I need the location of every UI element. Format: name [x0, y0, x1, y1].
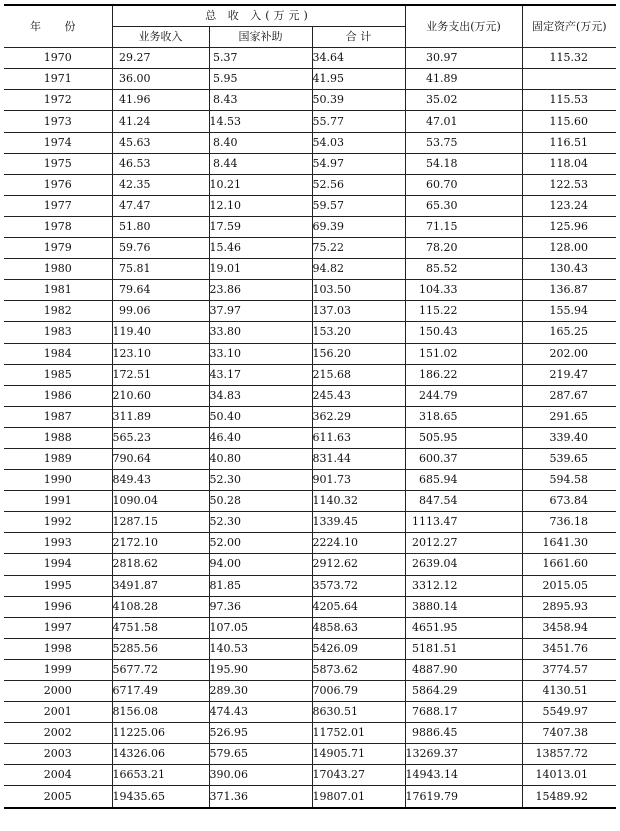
business-expense-cell: 17619.79: [405, 786, 522, 808]
table-row: [4, 491, 616, 512]
business-income-cell: 790.64: [112, 448, 209, 469]
fixed-assets-cell: 116.51: [522, 132, 616, 153]
table-row: [4, 596, 616, 617]
fixed-assets-cell: 1641.30: [522, 533, 616, 554]
business-income-cell: 3491.87: [112, 575, 209, 596]
sum-cell: 41.95: [312, 69, 405, 90]
fixed-assets-cell: 539.65: [522, 448, 616, 469]
business-income-cell: 16653.21: [112, 765, 209, 786]
business-income-cell: 5677.72: [112, 659, 209, 680]
total-income-header: 总 收 入(万元): [112, 5, 405, 27]
sum-cell: 5426.09: [312, 638, 405, 659]
year-cell: 1989: [4, 448, 112, 469]
state-subsidy-cell: 289.30: [209, 681, 312, 702]
state-subsidy-cell: 97.36: [209, 596, 312, 617]
fixed-assets-cell: 202.00: [522, 343, 616, 364]
business-income-cell: 14326.06: [112, 744, 209, 765]
fixed-assets-cell: 736.18: [522, 512, 616, 533]
business-expense-cell: 2012.27: [405, 533, 522, 554]
business-expense-cell: 685.94: [405, 470, 522, 491]
business-expense-cell: 7688.17: [405, 702, 522, 723]
table-row: [4, 280, 616, 301]
state-subsidy-cell: 14.53: [209, 111, 312, 132]
state-subsidy-header: 国家补助: [209, 27, 312, 48]
fixed-assets-cell: 136.87: [522, 280, 616, 301]
sum-cell: 7006.79: [312, 681, 405, 702]
table-row: [4, 174, 616, 195]
state-subsidy-cell: 579.65: [209, 744, 312, 765]
business-expense-cell: 14943.14: [405, 765, 522, 786]
state-subsidy-cell: 5.37: [209, 48, 312, 69]
table-row: [4, 406, 616, 427]
sum-cell: 94.82: [312, 259, 405, 280]
business-expense-cell: 505.95: [405, 427, 522, 448]
state-subsidy-cell: 10.21: [209, 174, 312, 195]
year-header: 年 份: [4, 5, 112, 48]
sum-cell: 14905.71: [312, 744, 405, 765]
business-income-cell: 11225.06: [112, 723, 209, 744]
year-cell: 1974: [4, 132, 112, 153]
year-cell: 1998: [4, 638, 112, 659]
business-income-cell: 311.89: [112, 406, 209, 427]
table-row: [4, 111, 616, 132]
business-income-cell: 2818.62: [112, 554, 209, 575]
year-cell: 1981: [4, 280, 112, 301]
sum-cell: 55.77: [312, 111, 405, 132]
sum-cell: 17043.27: [312, 765, 405, 786]
sum-cell: 137.03: [312, 301, 405, 322]
sum-cell: 19807.01: [312, 786, 405, 808]
sum-cell: 11752.01: [312, 723, 405, 744]
fixed-assets-cell: 2895.93: [522, 596, 616, 617]
fixed-assets-cell: 155.94: [522, 301, 616, 322]
sum-cell: 901.73: [312, 470, 405, 491]
fixed-assets-cell: 3458.94: [522, 617, 616, 638]
fixed-assets-cell: 339.40: [522, 427, 616, 448]
business-expense-cell: 104.33: [405, 280, 522, 301]
business-income-cell: 2172.10: [112, 533, 209, 554]
year-cell: 1985: [4, 364, 112, 385]
state-subsidy-cell: 17.59: [209, 216, 312, 237]
state-subsidy-cell: 33.10: [209, 343, 312, 364]
sum-cell: 3573.72: [312, 575, 405, 596]
business-expense-cell: 186.22: [405, 364, 522, 385]
business-income-cell: 79.64: [112, 280, 209, 301]
business-expense-cell: 54.18: [405, 153, 522, 174]
sum-cell: 153.20: [312, 322, 405, 343]
table-row: [4, 533, 616, 554]
sum-cell: 1140.32: [312, 491, 405, 512]
year-cell: 1973: [4, 111, 112, 132]
year-cell: 1991: [4, 491, 112, 512]
business-expense-cell: 60.70: [405, 174, 522, 195]
business-income-cell: 172.51: [112, 364, 209, 385]
business-income-cell: 99.06: [112, 301, 209, 322]
table-row: [4, 681, 616, 702]
sum-cell: 245.43: [312, 385, 405, 406]
table-row: [4, 617, 616, 638]
business-expense-cell: 3312.12: [405, 575, 522, 596]
sum-cell: 1339.45: [312, 512, 405, 533]
fixed-assets-cell: 219.47: [522, 364, 616, 385]
fixed-assets-cell: 673.84: [522, 491, 616, 512]
business-income-cell: 51.80: [112, 216, 209, 237]
state-subsidy-cell: 19.01: [209, 259, 312, 280]
fixed-assets-cell: 130.43: [522, 259, 616, 280]
business-expense-cell: 13269.37: [405, 744, 522, 765]
year-cell: 1971: [4, 69, 112, 90]
sum-cell: 52.56: [312, 174, 405, 195]
sum-cell: 215.68: [312, 364, 405, 385]
year-cell: 1988: [4, 427, 112, 448]
state-subsidy-cell: 81.85: [209, 575, 312, 596]
fixed-assets-header: 固定资产(万元): [522, 5, 616, 48]
business-expense-cell: 4651.95: [405, 617, 522, 638]
header-row-top: [4, 5, 616, 27]
year-cell: 1980: [4, 259, 112, 280]
business-expense-cell: 318.65: [405, 406, 522, 427]
business-expense-cell: 5181.51: [405, 638, 522, 659]
table-row: [4, 322, 616, 343]
table-row: [4, 702, 616, 723]
business-income-cell: 119.40: [112, 322, 209, 343]
sum-cell: 69.39: [312, 216, 405, 237]
business-expense-cell: 9886.45: [405, 723, 522, 744]
year-cell: 1990: [4, 470, 112, 491]
sum-cell: 34.64: [312, 48, 405, 69]
state-subsidy-cell: 526.95: [209, 723, 312, 744]
table-row: [4, 343, 616, 364]
year-cell: 2005: [4, 786, 112, 808]
sum-cell: 54.97: [312, 153, 405, 174]
state-subsidy-cell: 37.97: [209, 301, 312, 322]
business-expense-cell: 47.01: [405, 111, 522, 132]
fixed-assets-cell: 5549.97: [522, 702, 616, 723]
table-row: [4, 301, 616, 322]
business-expense-cell: 2639.04: [405, 554, 522, 575]
fixed-assets-cell: 15489.92: [522, 786, 616, 808]
year-cell: 1982: [4, 301, 112, 322]
business-income-cell: 123.10: [112, 343, 209, 364]
business-income-cell: 59.76: [112, 238, 209, 259]
year-cell: 2003: [4, 744, 112, 765]
year-cell: 2000: [4, 681, 112, 702]
year-cell: 1977: [4, 195, 112, 216]
fixed-assets-cell: 115.60: [522, 111, 616, 132]
fixed-assets-cell: 291.65: [522, 406, 616, 427]
year-cell: 1972: [4, 90, 112, 111]
business-income-cell: 8156.08: [112, 702, 209, 723]
year-cell: 1983: [4, 322, 112, 343]
year-cell: 1996: [4, 596, 112, 617]
business-expense-cell: 41.89: [405, 69, 522, 90]
sum-cell: 103.50: [312, 280, 405, 301]
table-row: [4, 216, 616, 237]
business-income-cell: 1090.04: [112, 491, 209, 512]
business-income-cell: 42.35: [112, 174, 209, 195]
year-cell: 2002: [4, 723, 112, 744]
year-cell: 1987: [4, 406, 112, 427]
sum-cell: 8630.51: [312, 702, 405, 723]
sum-cell: 831.44: [312, 448, 405, 469]
business-expense-cell: 78.20: [405, 238, 522, 259]
state-subsidy-cell: 52.00: [209, 533, 312, 554]
business-income-cell: 4108.28: [112, 596, 209, 617]
business-income-cell: 4751.58: [112, 617, 209, 638]
business-expense-cell: 53.75: [405, 132, 522, 153]
table-row: [4, 132, 616, 153]
business-income-cell: 75.81: [112, 259, 209, 280]
state-subsidy-cell: 8.43: [209, 90, 312, 111]
year-cell: 1995: [4, 575, 112, 596]
fixed-assets-cell: 123.24: [522, 195, 616, 216]
sum-cell: 5873.62: [312, 659, 405, 680]
year-cell: 1997: [4, 617, 112, 638]
fixed-assets-cell: 118.04: [522, 153, 616, 174]
sum-cell: 50.39: [312, 90, 405, 111]
sum-cell: 611.63: [312, 427, 405, 448]
table-row: [4, 638, 616, 659]
fixed-assets-cell: 287.67: [522, 385, 616, 406]
state-subsidy-cell: 107.05: [209, 617, 312, 638]
year-cell: 1986: [4, 385, 112, 406]
business-income-cell: 45.63: [112, 132, 209, 153]
fixed-assets-cell: 128.00: [522, 238, 616, 259]
table-row: [4, 69, 616, 90]
state-subsidy-cell: 12.10: [209, 195, 312, 216]
business-income-cell: 5285.56: [112, 638, 209, 659]
business-income-cell: 6717.49: [112, 681, 209, 702]
fixed-assets-cell: 1661.60: [522, 554, 616, 575]
table-row: [4, 195, 616, 216]
state-subsidy-cell: 8.44: [209, 153, 312, 174]
fixed-assets-cell: [522, 69, 616, 90]
business-income-cell: 565.23: [112, 427, 209, 448]
table-row: [4, 575, 616, 596]
year-cell: 1994: [4, 554, 112, 575]
state-subsidy-cell: 371.36: [209, 786, 312, 808]
state-subsidy-cell: 43.17: [209, 364, 312, 385]
year-cell: 1979: [4, 238, 112, 259]
business-income-cell: 210.60: [112, 385, 209, 406]
state-subsidy-cell: 52.30: [209, 512, 312, 533]
year-cell: 1978: [4, 216, 112, 237]
business-expense-cell: 1113.47: [405, 512, 522, 533]
fixed-assets-cell: 122.53: [522, 174, 616, 195]
fixed-assets-cell: 3774.57: [522, 659, 616, 680]
fixed-assets-cell: 165.25: [522, 322, 616, 343]
state-subsidy-cell: 50.40: [209, 406, 312, 427]
business-income-cell: 41.24: [112, 111, 209, 132]
state-subsidy-cell: 52.30: [209, 470, 312, 491]
business-expense-cell: 115.22: [405, 301, 522, 322]
fixed-assets-cell: 3451.76: [522, 638, 616, 659]
year-cell: 2001: [4, 702, 112, 723]
table-body: [4, 48, 616, 808]
business-expense-cell: 65.30: [405, 195, 522, 216]
table-row: [4, 364, 616, 385]
year-cell: 1970: [4, 48, 112, 69]
state-subsidy-cell: 390.06: [209, 765, 312, 786]
table-row: [4, 385, 616, 406]
business-expense-cell: 150.43: [405, 322, 522, 343]
fixed-assets-cell: 594.58: [522, 470, 616, 491]
business-expense-cell: 4887.90: [405, 659, 522, 680]
data-table-container: [4, 4, 616, 809]
state-subsidy-cell: 195.90: [209, 659, 312, 680]
sum-cell: 54.03: [312, 132, 405, 153]
business-income-cell: 29.27: [112, 48, 209, 69]
business-income-cell: 849.43: [112, 470, 209, 491]
business-expense-cell: 3880.14: [405, 596, 522, 617]
business-income-cell: 41.96: [112, 90, 209, 111]
table-row: [4, 786, 616, 808]
table-row: [4, 48, 616, 69]
sum-cell: 2912.62: [312, 554, 405, 575]
business-expense-cell: 244.79: [405, 385, 522, 406]
table-row: [4, 659, 616, 680]
fixed-assets-cell: 115.32: [522, 48, 616, 69]
state-subsidy-cell: 40.80: [209, 448, 312, 469]
table-row: [4, 723, 616, 744]
fixed-assets-cell: 7407.38: [522, 723, 616, 744]
year-cell: 1993: [4, 533, 112, 554]
business-income-header: 业务收入: [112, 27, 209, 48]
table-row: [4, 238, 616, 259]
business-income-cell: 19435.65: [112, 786, 209, 808]
table-row: [4, 470, 616, 491]
state-subsidy-cell: 23.86: [209, 280, 312, 301]
business-expense-cell: 151.02: [405, 343, 522, 364]
state-subsidy-cell: 5.95: [209, 69, 312, 90]
sum-cell: 362.29: [312, 406, 405, 427]
state-subsidy-cell: 34.83: [209, 385, 312, 406]
table-row: [4, 448, 616, 469]
fixed-assets-cell: 14013.01: [522, 765, 616, 786]
business-expense-cell: 600.37: [405, 448, 522, 469]
year-cell: 1984: [4, 343, 112, 364]
business-income-cell: 46.53: [112, 153, 209, 174]
year-cell: 1992: [4, 512, 112, 533]
state-subsidy-cell: 140.53: [209, 638, 312, 659]
business-expense-cell: 847.54: [405, 491, 522, 512]
sum-cell: 2224.10: [312, 533, 405, 554]
table-row: [4, 512, 616, 533]
fixed-assets-cell: 2015.05: [522, 575, 616, 596]
business-income-cell: 36.00: [112, 69, 209, 90]
table-row: [4, 554, 616, 575]
business-expense-cell: 71.15: [405, 216, 522, 237]
fixed-assets-cell: 4130.51: [522, 681, 616, 702]
table-row: [4, 259, 616, 280]
business-expense-cell: 35.02: [405, 90, 522, 111]
table-row: [4, 744, 616, 765]
year-cell: 1975: [4, 153, 112, 174]
fixed-assets-cell: 115.53: [522, 90, 616, 111]
table-row: [4, 765, 616, 786]
table-row: [4, 153, 616, 174]
table-row: [4, 90, 616, 111]
state-subsidy-cell: 46.40: [209, 427, 312, 448]
sum-cell: 4205.64: [312, 596, 405, 617]
state-subsidy-cell: 474.43: [209, 702, 312, 723]
business-expense-header: 业务支出(万元): [405, 5, 522, 48]
sum-cell: 4858.63: [312, 617, 405, 638]
table-row: [4, 427, 616, 448]
sum-cell: 75.22: [312, 238, 405, 259]
state-subsidy-cell: 33.80: [209, 322, 312, 343]
business-expense-cell: 30.97: [405, 48, 522, 69]
state-subsidy-cell: 15.46: [209, 238, 312, 259]
fixed-assets-cell: 125.96: [522, 216, 616, 237]
sum-cell: 59.57: [312, 195, 405, 216]
state-subsidy-cell: 94.00: [209, 554, 312, 575]
state-subsidy-cell: 8.40: [209, 132, 312, 153]
fixed-assets-cell: 13857.72: [522, 744, 616, 765]
year-cell: 1976: [4, 174, 112, 195]
sum-header: 合 计: [312, 27, 405, 48]
business-expense-cell: 5864.29: [405, 681, 522, 702]
sum-cell: 156.20: [312, 343, 405, 364]
state-subsidy-cell: 50.28: [209, 491, 312, 512]
year-cell: 2004: [4, 765, 112, 786]
business-expense-cell: 85.52: [405, 259, 522, 280]
business-income-cell: 1287.15: [112, 512, 209, 533]
financial-table: [4, 4, 616, 809]
year-cell: 1999: [4, 659, 112, 680]
business-income-cell: 47.47: [112, 195, 209, 216]
